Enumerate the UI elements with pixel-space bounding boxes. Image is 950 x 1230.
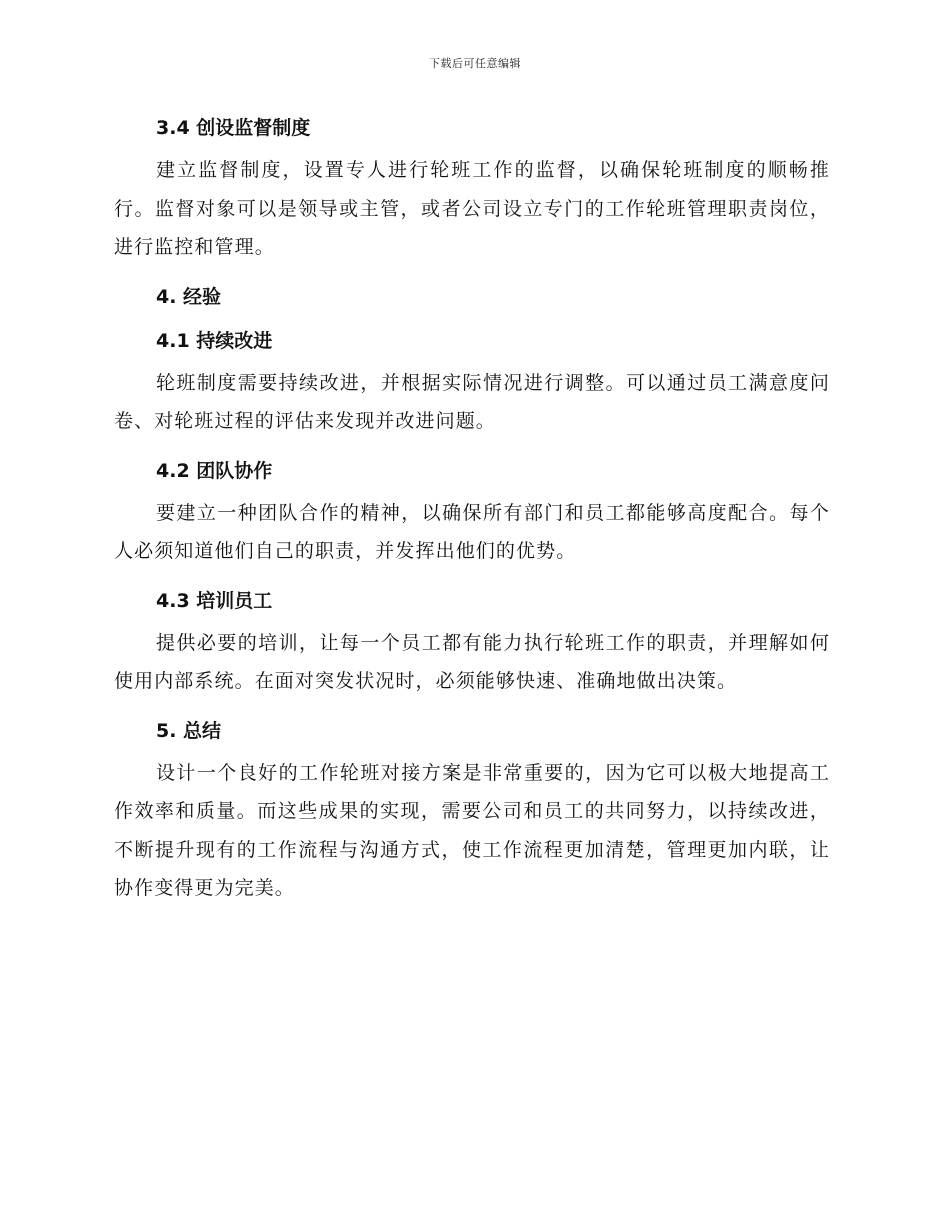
heading-4-1: 4.1 持续改进 [156,329,273,352]
paragraph-3-4: 建立监督制度，设置专人进行轮班工作的监督，以确保轮班制度的顺畅推行。监督对象可以是领导或主管，或者公司设立专门的工作轮班管理职责岗位，进行监控和管理。 [114,159,830,258]
heading-4-2: 4.2 团队协作 [156,459,273,482]
heading-4: 4. 经验 [156,285,222,308]
paragraph-4-2: 要建立一种团队合作的精神，以确保所有部门和员工都能够高度配合。每个人必须知道他们自己的职责，并发挥出他们的优势。 [114,501,830,562]
heading-3-4: 3.4 创设监督制度 [156,117,311,139]
heading-4-3: 4.3 培训员工 [156,589,273,612]
document-content [114,110,830,912]
paragraph-4-3: 提供必要的培训，让每一个员工都有能力执行轮班工作的职责，并理解如何使用内部系统。在面对突发状况时，必须能够快速、准确地做出决策。 [114,631,830,692]
heading-5: 5. 总结 [156,719,222,742]
paragraph-5: 设计一个良好的工作轮班对接方案是非常重要的，因为它可以极大地提高工作效率和质量。而这些成果的实现，需要公司和员工的共同努力，以持续改进，不断提升现有的工作流程与沟通方式，使工作流程更加清楚，管理更加内联，让协作变得更为完美。 [114,761,830,899]
paragraph-4-1: 轮班制度需要持续改进，并根据实际情况进行调整。可以通过员工满意度问卷、对轮班过程的评估来发现并改进问题。 [114,371,830,432]
header-note: 下载后可任意编辑 [429,57,521,70]
